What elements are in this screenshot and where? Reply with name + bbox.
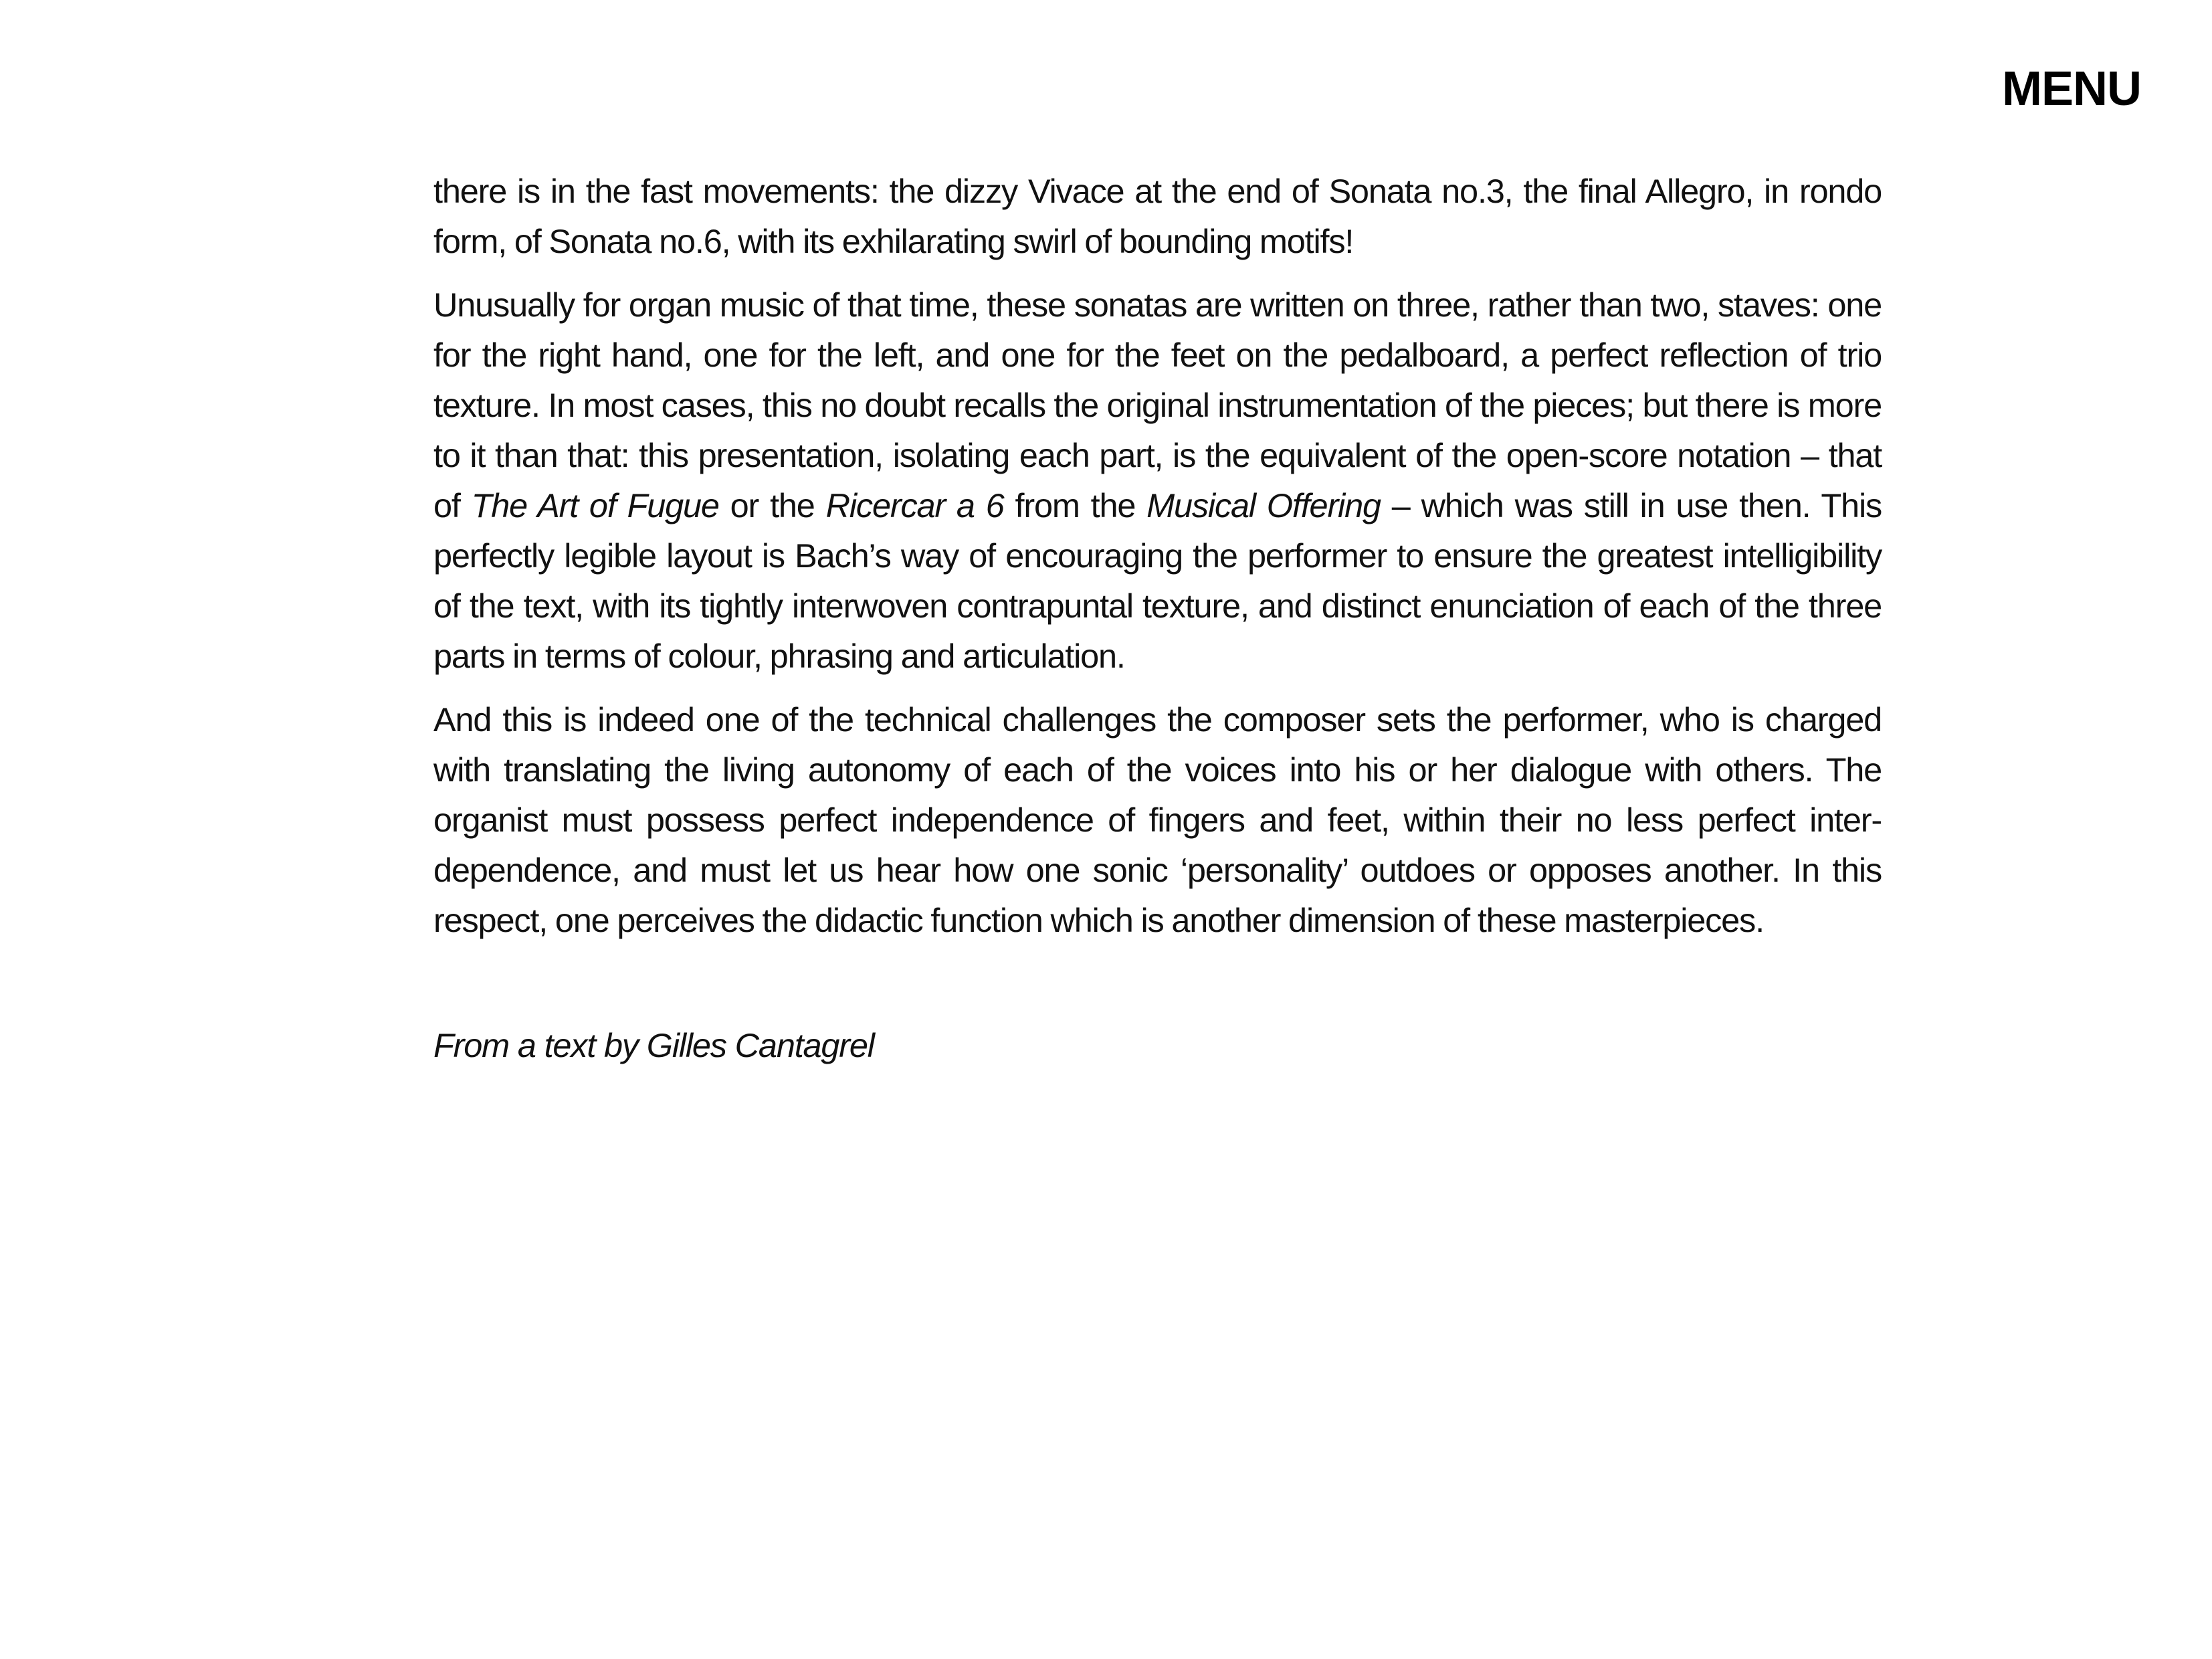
attribution: From a text by Gilles Cantagrel [433, 1026, 874, 1064]
paragraph-three-staves [433, 280, 1882, 681]
paragraph-text: Unusually for organ music of that time, these sonatas are written on three, rather than two, staves: one for the right hand, one for the left, and one for the feet on the pedalboard, a perfect reflection of trio texture. In most cases, this no doubt recalls the original instrumentation of the pieces; but there is more to it than that: this presentation, isolating each part, is the equivalent of the open-score notation – that of [433, 286, 1882, 524]
paragraph-text: – which was still in use then. This perfectly legible layout is Bach’s way of encouraging the performer to ensure the greatest intelligibility of the text, with its tightly interwoven contrapuntal texture, and distinct enunciation of each of the three parts in terms of colour, phrasing and articulation. [433, 486, 1882, 675]
paragraph-technical-challenges: And this is indeed one of the technical challenges the composer sets the performer, who is charged with translating the living autonomy of each of the voices into his or her dialogue with others. The organist must possess perfect independence of fingers and feet, within their no less perfect inter-dependence, and must let us hear how one sonic ‘personality’ outdoes or opposes another. In this respect, one perceives the didactic function which is another dimension of these masterpieces. [433, 700, 1882, 939]
work-title-art-of-fugue: The Art of Fugue [471, 486, 719, 524]
work-title-ricercar: Ricercar a 6 [825, 486, 1004, 524]
menu-button[interactable]: MENU [2002, 62, 2141, 116]
work-title-musical-offering: Musical Offering [1146, 486, 1381, 524]
article-body [433, 166, 1882, 1070]
paragraph-text: or the [718, 486, 826, 524]
paragraph-fast-movements: there is in the fast movements: the dizzy Vivace at the end of Sonata no.3, the final Allegro, in rondo form, of Sonata no.6, with its exhilarating swirl of bounding motifs! [433, 172, 1882, 260]
paragraph-text: from the [1003, 486, 1147, 524]
